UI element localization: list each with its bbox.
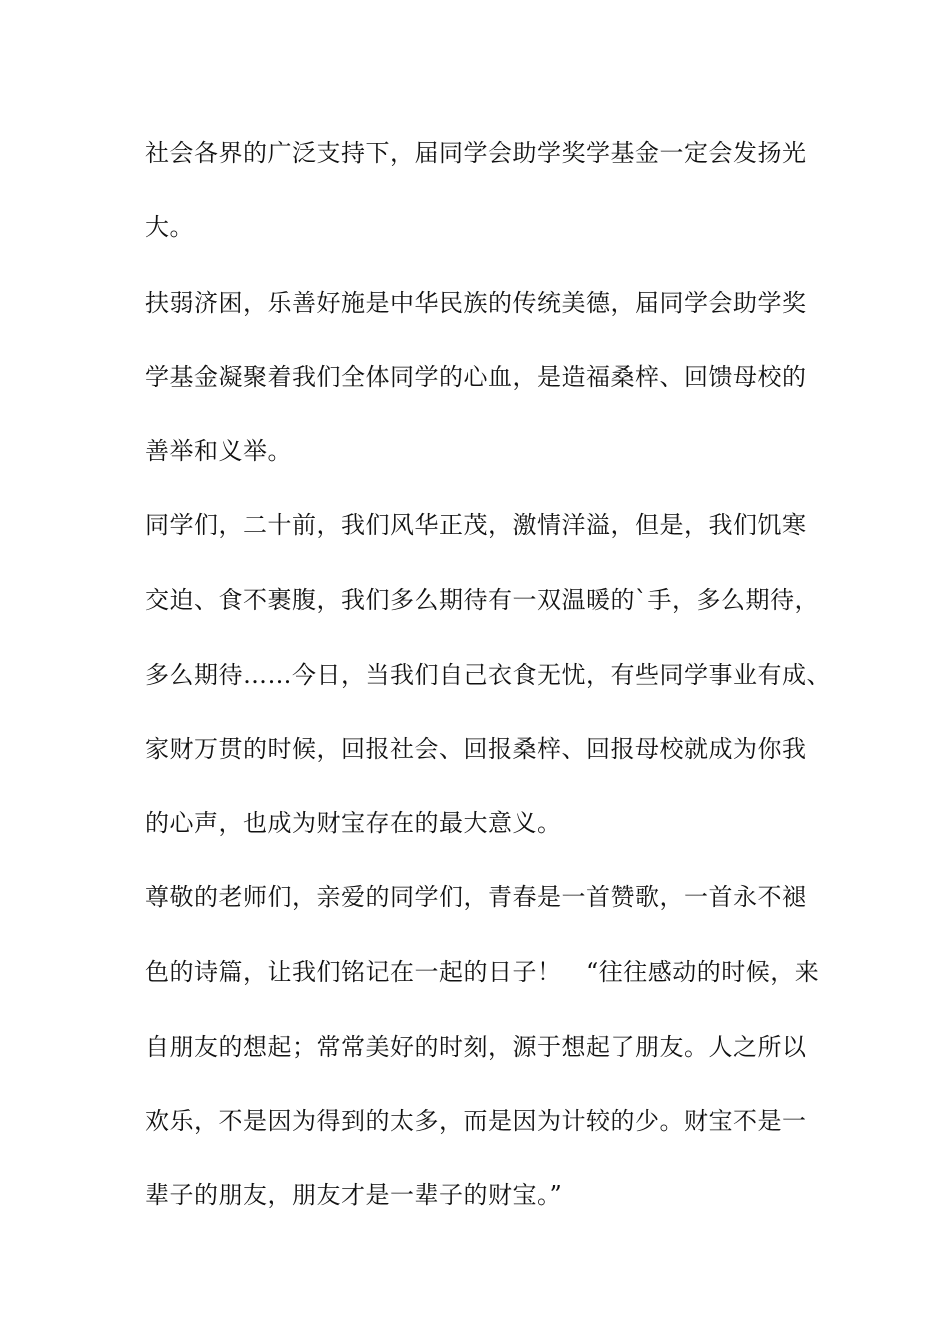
text-line: 交迫、食不裹腹，我们多么期待有一双温暖的`手，多么期待， xyxy=(145,586,819,614)
text-line: 学基金凝聚着我们全体同学的心血，是造福桑梓、回馈母校的 xyxy=(145,363,807,391)
text-line: 善举和义举。 xyxy=(145,437,292,465)
text-line: 色的诗篇，让我们铭记在一起的日子！ “往往感动的时候，来 xyxy=(145,958,820,986)
text-line: 的心声，也成为财宝存在的最大意义。 xyxy=(145,809,562,837)
text-line: 扶弱济困，乐善好施是中华民族的传统美德，届同学会助学奖 xyxy=(145,289,807,317)
text-line: 同学们，二十前，我们风华正茂，激情洋溢，但是，我们饥寒 xyxy=(145,511,807,539)
text-line: 多么期待……今日，当我们自己衣食无忧，有些同学事业有成、 xyxy=(145,661,831,689)
text-line: 尊敬的老师们，亲爱的同学们，青春是一首赞歌，一首永不褪 xyxy=(145,883,807,911)
text-line: 大。 xyxy=(145,213,194,241)
text-line: 欢乐，不是因为得到的太多，而是因为计较的少。财宝不是一 xyxy=(145,1107,807,1135)
text-line: 社会各界的广泛支持下，届同学会助学奖学基金一定会发扬光 xyxy=(145,139,807,167)
text-line: 家财万贯的时候，回报社会、回报桑梓、回报母校就成为你我 xyxy=(145,735,807,763)
text-line: 辈子的朋友，朋友才是一辈子的财宝。” xyxy=(145,1181,563,1209)
text-line: 自朋友的想起；常常美好的时刻，源于想起了朋友。人之所以 xyxy=(145,1033,807,1061)
